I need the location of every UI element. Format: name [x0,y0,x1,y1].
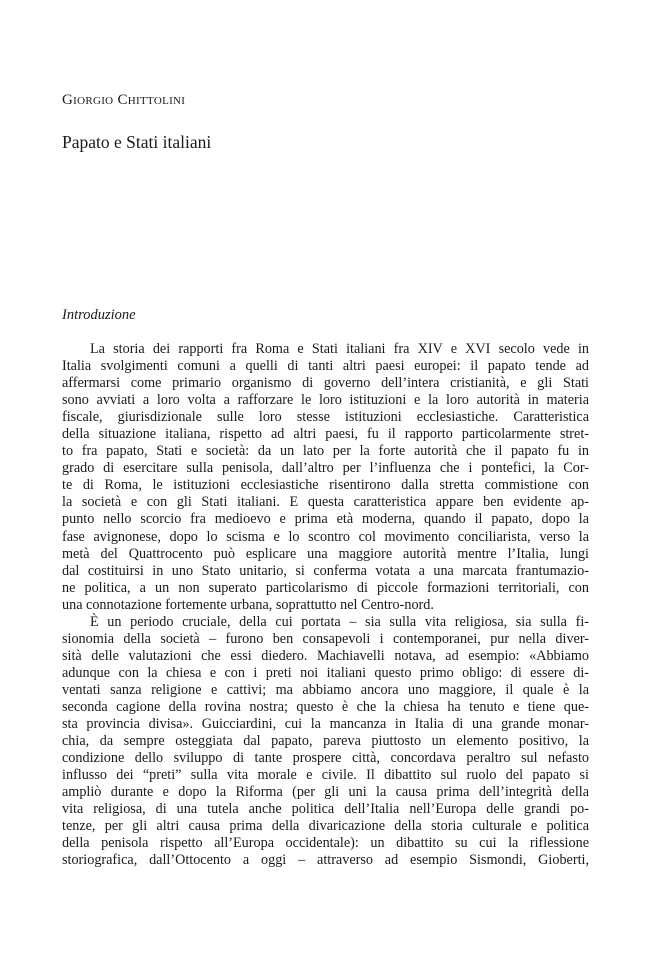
text-line: storiografica, dall’Ottocento a oggi – attraverso ad esempio Sismondi, Gioberti, [62,852,589,869]
text-line: tenze, per gli altri causa prima della divaricazione della storia culturale e politica [62,818,589,835]
text-line: fiscale, giurisdizionale sulle loro stesse istituzioni ecclesiastiche. Caratteristica [62,409,589,426]
text-line: La storia dei rapporti fra Roma e Stati italiani fra XIV e XVI secolo vede in [90,341,589,357]
text-line: È un periodo cruciale, della cui portata – sia sulla vita religiosa, sia sulla fi- [90,613,589,630]
text-line: dal costituirsi in uno Stato unitario, si conferma votata a una marcata frantumazio- [62,562,589,579]
text-line: adunque con la chiesa e con i preti noi italiani questo primo obligo: di essere di- [62,664,589,681]
text-line: una connotazione fortemente urbana, soprattutto nel Centro-nord. [62,596,434,613]
text-line: punto nello scorcio fra medioevo e prima età moderna, quando il papato, dopo la [62,511,589,528]
text-line: affermarsi come primario organismo di governo dell’intera cristianità, e gli Stati [62,375,589,392]
text-line: sono avviati a loro volta a rafforzare le loro istituzioni e la loro autorità in materia [62,392,589,409]
author-name: Giorgio Chittolini [62,92,186,108]
text-line: ne politica, a un non superato particolarismo di piccole formazioni territoriali, con [62,579,589,596]
text-line: influsso dei “preti” sulla vita morale e civile. Il dibattito sul ruolo del papato si [62,767,589,784]
text-line: to fra papato, Stati e società: da un lato per la forte autorità che il papato fu in [62,443,589,460]
text-line: Italia svolgimenti comuni a quelli di tanti altri paesi europei: il papato tende ad [62,358,589,375]
text-line: grado di esercitare sulla penisola, dall’altro per l’influenza che i pontefici, la Cor- [62,460,589,477]
text-line: della penisola rispetto all’Europa occidentale): un dibattito su cui la riflessione [62,835,589,852]
text-line: ampliò durante e dopo la Riforma (per gli uni la causa prima dell’integrità della [62,784,589,801]
text-line: sta provincia divisa». Guicciardini, cui la mancanza in Italia di una grande monar- [62,716,589,733]
chapter-title: Papato e Stati italiani [62,132,212,152]
text-line: sità delle valutazioni che essi diedero. Machiavelli notava, ad esempio: «Abbiamo [62,647,589,664]
text-line: fase avignonese, dopo lo scisma e lo scontro col movimento conciliarista, verso la [62,528,589,545]
text-line: la società e con gli Stati italiani. E questa caratteristica appare ben evidente ap- [62,494,589,511]
text-line: metà del Quattrocento può esplicare una maggiore autorità mentre l’Italia, lungi [62,545,589,562]
text-line: condizione dello sviluppo di tante prospere città, concordava peraltro sul nefasto [62,750,589,767]
text-line: te di Roma, le istituzioni ecclesiastiche risentirono dalla stretta commistione con [62,477,589,494]
section-heading: Introduzione [62,307,136,323]
paragraph [62,614,589,870]
body-text [62,341,589,869]
paragraph [62,341,589,614]
text-line: vita religiosa, di una tutela anche politica dell’Italia nell’Europa delle grandi po- [62,801,589,818]
text-line: seconda cagione della rovina nostra; questo è che la chiesa ha tenuto e tiene que- [62,698,589,715]
text-line: sionomia della società – furono ben consapevoli i contemporanei, pur nella diver- [62,630,589,647]
text-line: ventati sanza religione e cattivi; ma abbiamo ancora uno maggiore, il quale è la [62,681,589,698]
text-line: chia, da sempre osteggiata dal papato, pareva piuttosto un elemento positivo, la [62,733,589,750]
text-line: della situazione italiana, rispetto ad altri paesi, fu il rapporto particolarmente stret- [62,426,589,443]
